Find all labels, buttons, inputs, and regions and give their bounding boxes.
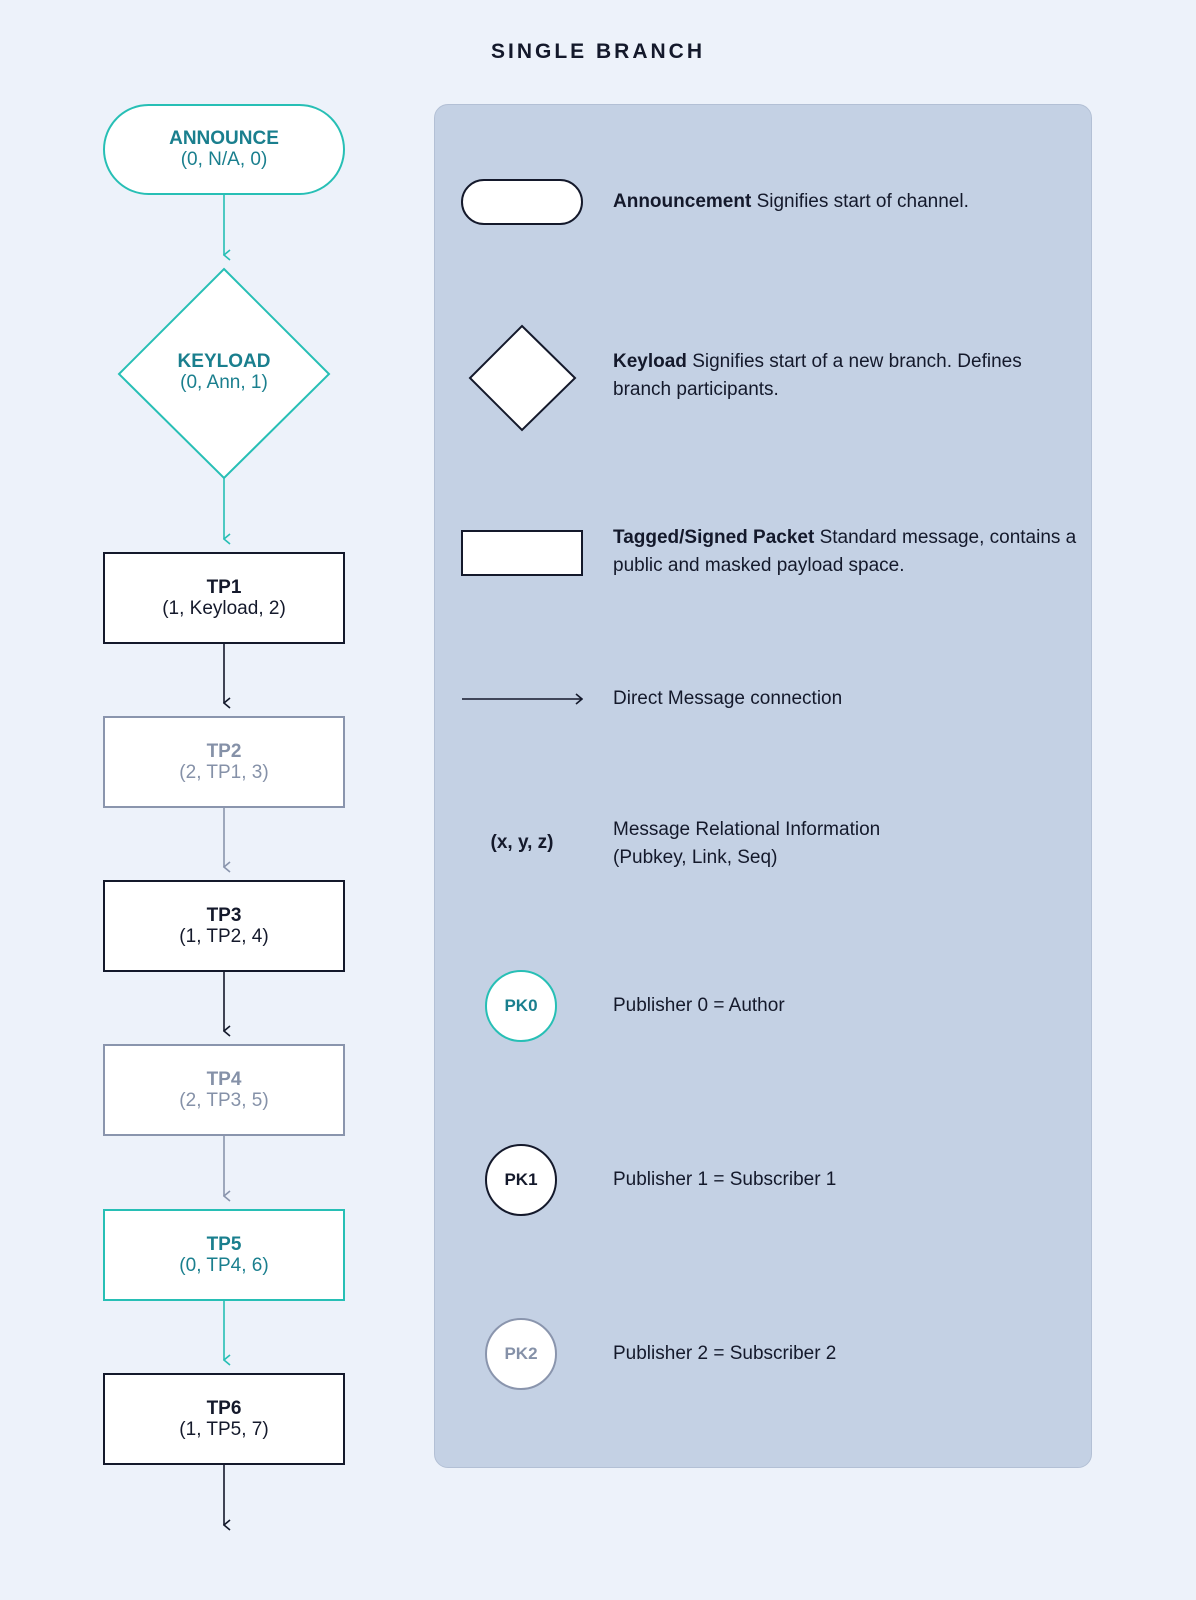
- packet-title: TP6: [206, 1398, 242, 1419]
- announce-relation: (0, N/A, 0): [180, 149, 268, 170]
- packet-title: TP1: [206, 577, 242, 598]
- legend-packet-symbol: [462, 531, 582, 575]
- packet-title: TP5: [206, 1234, 242, 1255]
- legend-description: Signifies start of channel.: [756, 191, 969, 212]
- legend-publisher-0: Publisher 0 = Author: [613, 995, 785, 1016]
- legend-publisher-1: Publisher 1 = Subscriber 1: [613, 1169, 837, 1190]
- packet-relation: (1, TP2, 4): [179, 926, 269, 947]
- legend-term: Announcement: [613, 191, 752, 212]
- packet-label-tp1: [104, 577, 344, 619]
- keyload-title: KEYLOAD: [177, 351, 271, 372]
- publisher-badge-pk0: PK0: [485, 970, 557, 1042]
- legend-term: Tagged/Signed Packet: [613, 527, 815, 548]
- packet-title: TP4: [206, 1069, 242, 1090]
- packet-relation: (2, TP3, 5): [179, 1090, 269, 1111]
- packet-title: TP2: [206, 741, 242, 762]
- legend-announcement-symbol: [462, 180, 582, 224]
- announce-label: [104, 128, 344, 170]
- packet-label-tp2: [104, 741, 344, 783]
- keyload-relation: (0, Ann, 1): [180, 372, 268, 393]
- packet-title: TP3: [206, 905, 242, 926]
- legend-term: Keyload: [613, 351, 687, 372]
- packet-label-tp6: [104, 1398, 344, 1440]
- legend-description: Direct Message connection: [613, 688, 843, 709]
- packet-label-tp4: [104, 1069, 344, 1111]
- packet-label-tp3: [104, 905, 344, 947]
- legend-arrow: [613, 685, 1083, 713]
- legend-packet: [613, 524, 1083, 580]
- packet-relation: (0, TP4, 6): [179, 1255, 269, 1276]
- keyload-label: [104, 351, 344, 393]
- publisher-badge-pk2: PK2: [485, 1318, 557, 1390]
- announce-title: ANNOUNCE: [169, 128, 279, 149]
- legend-description: Signifies start of a new branch. Defines branch participants.: [613, 351, 1022, 400]
- packet-relation: (1, TP5, 7): [179, 1419, 269, 1440]
- legend-keyload: [613, 348, 1033, 404]
- legend-publisher-2: Publisher 2 = Subscriber 2: [613, 1343, 837, 1364]
- legend-relational: [613, 816, 1083, 872]
- legend-keyload-symbol: [470, 326, 575, 430]
- diagram-title: SINGLE BRANCH: [490, 40, 705, 63]
- legend-description: Standard message, contains a public and masked payload space.: [613, 527, 1077, 576]
- legend-announcement: [613, 188, 1083, 216]
- legend-relational-sample: (x, y, z): [490, 832, 554, 853]
- legend-description: (Pubkey, Link, Seq): [613, 847, 778, 868]
- packet-relation: (1, Keyload, 2): [162, 598, 286, 619]
- packet-label-tp5: [104, 1234, 344, 1276]
- packet-relation: (2, TP1, 3): [179, 762, 269, 783]
- publisher-badge-pk1: PK1: [485, 1144, 557, 1216]
- legend-description: Message Relational Information: [613, 819, 881, 840]
